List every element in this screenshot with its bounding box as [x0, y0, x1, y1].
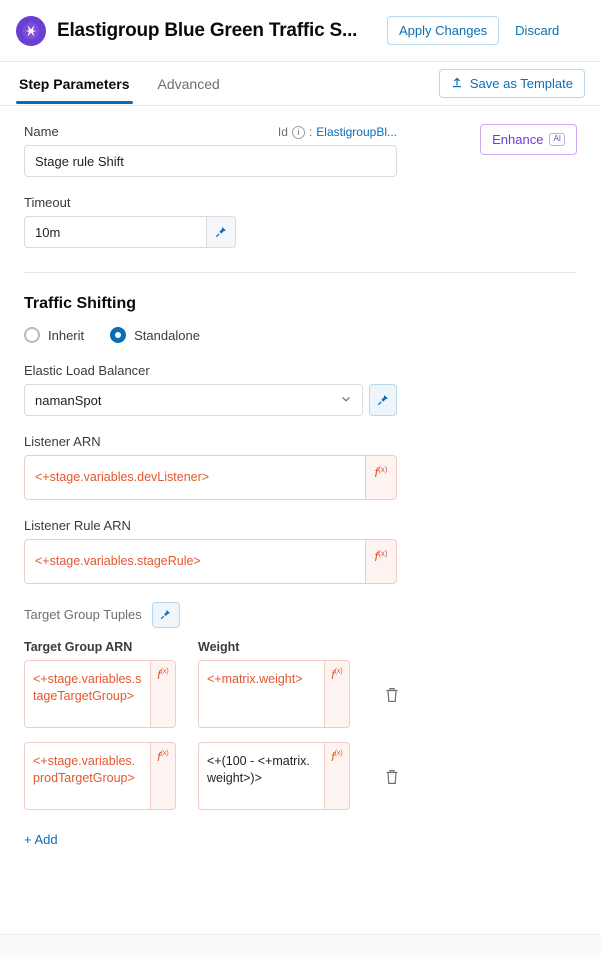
radio-label-inherit: Inherit [48, 327, 85, 343]
weight-input[interactable]: <+(100 - <+matrix.weight>)> [198, 742, 324, 810]
target-group-arn-field-group [24, 660, 176, 728]
delete-row-icon[interactable] [372, 742, 412, 786]
elb-field-group [24, 384, 397, 416]
weight-input[interactable]: <+matrix.weight> [198, 660, 324, 728]
template-upload-icon [451, 76, 463, 91]
listener-arn-input[interactable]: <+stage.variables.devListener> [24, 455, 365, 500]
timeout-pin-icon[interactable] [206, 216, 236, 248]
save-as-template-label: Save as Template [469, 76, 573, 91]
target-group-tuples-header [24, 602, 577, 628]
add-row-button[interactable]: + Add [24, 831, 58, 847]
enhance-label: Enhance [492, 132, 544, 147]
elb-pin-icon[interactable] [369, 384, 397, 416]
target-group-arn-input[interactable]: <+stage.variables.prodTargetGroup> [24, 742, 150, 810]
target-group-arn-input[interactable]: <+stage.variables.stageTargetGroup> [24, 660, 150, 728]
fx-expression-icon[interactable]: f (x) [365, 539, 397, 584]
elb-selected-value: namanSpot [35, 392, 102, 408]
info-icon[interactable]: i [292, 126, 305, 139]
radio-circle-inherit[interactable] [24, 327, 40, 343]
fx-expression-icon[interactable]: f (x) [150, 742, 176, 810]
target-group-tuples-label: Target Group Tuples [24, 607, 142, 623]
id-label: Id [277, 125, 288, 139]
step-id-display [278, 124, 397, 139]
name-label: Name [24, 124, 59, 139]
listener-rule-arn-field-group [24, 539, 397, 584]
tab-step-parameters[interactable]: Step Parameters [16, 64, 133, 103]
panel-body [0, 106, 601, 957]
weight-field-group [198, 660, 350, 728]
traffic-shifting-title: Traffic Shifting [24, 295, 136, 312]
enhance-group [464, 124, 577, 155]
fx-expression-icon[interactable]: f (x) [324, 742, 350, 810]
radio-option-standalone[interactable] [110, 327, 200, 343]
table-row [24, 660, 577, 728]
fx-expression-icon[interactable]: f (x) [324, 660, 350, 728]
harness-logo-icon [16, 16, 46, 46]
page-title: Elastigroup Blue Green Traffic S... [57, 19, 358, 41]
target-group-arn-field-group [24, 742, 176, 810]
panel-header [0, 0, 601, 62]
listener-rule-arn-input[interactable]: <+stage.variables.stageRule> [24, 539, 365, 584]
elb-label: Elastic Load Balancer [24, 363, 150, 378]
enhance-button[interactable] [480, 124, 577, 155]
traffic-mode-radio-group [24, 327, 577, 343]
tab-bar [0, 62, 601, 106]
table-row [24, 742, 577, 810]
listener-rule-arn-label: Listener Rule ARN [24, 517, 131, 533]
timeout-input[interactable] [24, 216, 206, 248]
radio-circle-standalone[interactable] [110, 327, 126, 343]
id-value[interactable]: ElastigroupBl... [316, 125, 397, 139]
listener-arn-field-group [24, 455, 397, 500]
id-separator: : [308, 125, 313, 139]
delete-row-icon[interactable] [372, 660, 412, 704]
tab-advanced[interactable]: Advanced [157, 76, 220, 92]
name-label-row [24, 124, 397, 145]
save-as-template-button[interactable] [439, 69, 585, 98]
column-header-target-group-arn: Target Group ARN [24, 639, 133, 654]
elb-select[interactable] [24, 384, 363, 416]
apply-changes-button[interactable]: Apply Changes [387, 16, 499, 45]
discard-button[interactable]: Discard [515, 23, 560, 38]
tuples-pin-icon[interactable] [152, 602, 180, 628]
tuples-column-headers [24, 640, 577, 654]
weight-field-group [198, 742, 350, 810]
fx-expression-icon[interactable]: f (x) [150, 660, 176, 728]
radio-label-standalone: Standalone [134, 327, 200, 343]
radio-option-inherit[interactable] [24, 327, 84, 343]
chevron-down-icon [340, 393, 352, 408]
name-and-enhance-row [24, 124, 577, 248]
timeout-field-group [24, 216, 236, 248]
timeout-label: Timeout [24, 195, 71, 210]
section-divider [24, 272, 577, 273]
ai-badge: AI [549, 133, 565, 146]
listener-arn-label: Listener ARN [24, 434, 101, 449]
name-field-group [24, 124, 397, 248]
column-header-weight: Weight [198, 639, 240, 654]
name-input[interactable] [24, 145, 397, 177]
fx-expression-icon[interactable]: f (x) [365, 455, 397, 500]
panel-footer [0, 934, 601, 957]
